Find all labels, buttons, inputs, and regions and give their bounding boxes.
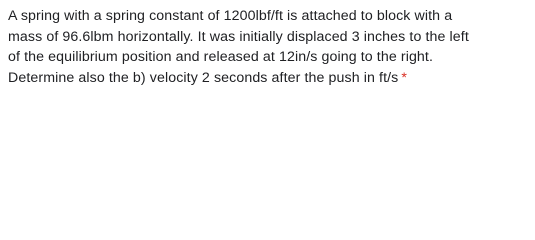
question-text: A spring with a spring constant of 1200lbf/ft is attached to block with a mass of 96.6lbm horizontally. It was initially displaced 3 inches to the left of the equilibrium position and released at 12in/s going to the right. Determine also the b) velocity 2 seconds after the push in ft/s bbox=[8, 8, 469, 86]
required-asterisk: * bbox=[401, 69, 407, 86]
question-card bbox=[0, 0, 535, 108]
question-title bbox=[8, 6, 529, 88]
